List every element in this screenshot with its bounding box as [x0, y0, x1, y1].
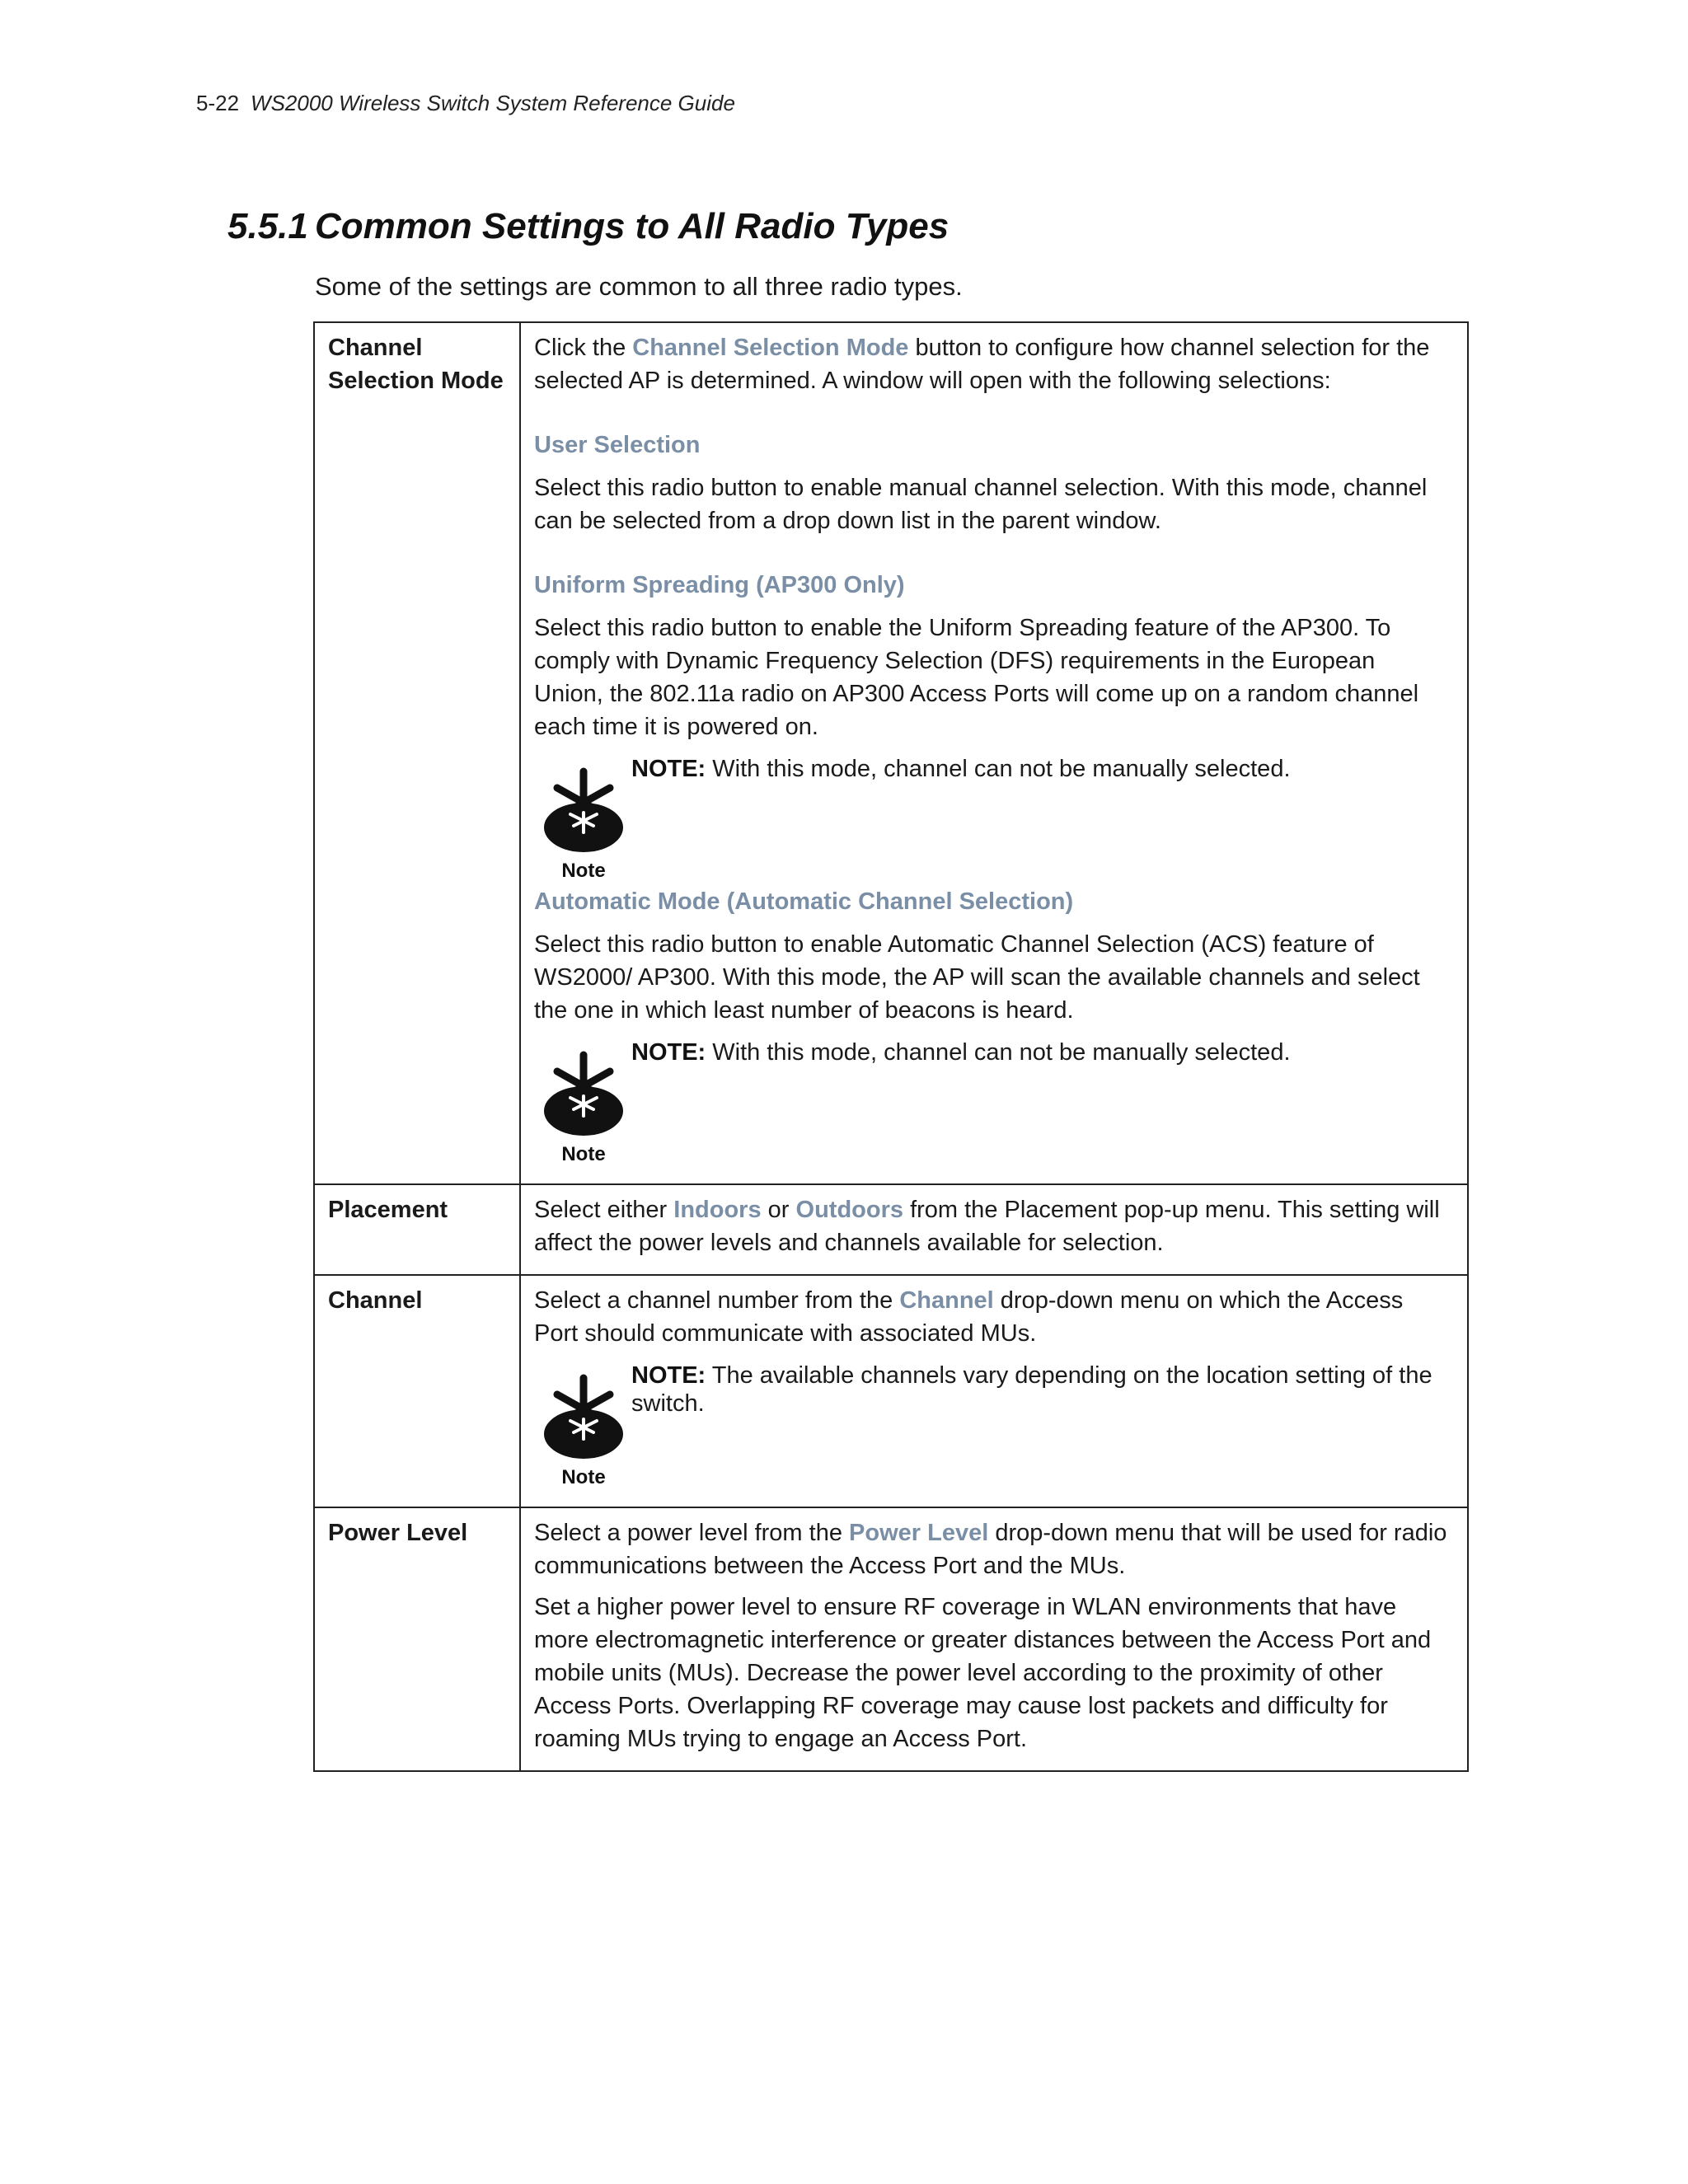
- uniform-spreading-text: Select this radio button to enable the Uniform Spreading feature of the AP300. To comply with Dynamic Frequency Selection (DFS) requirements in the European Union, the 802.11a radio on AP300 Access Ports will come up on a random channel each time it is powered on.: [534, 615, 1419, 740]
- note-body: With this mode, channel can not be manually selected.: [706, 756, 1291, 782]
- settings-table: [313, 321, 1469, 1772]
- subheading-automatic-mode: Automatic Mode (Automatic Channel Selection): [534, 888, 1074, 915]
- note-body: With this mode, channel can not be manually selected.: [706, 1039, 1291, 1066]
- page-number: 5-22: [196, 91, 240, 115]
- automatic-mode-text: Select this radio button to enable Automatic Channel Selection (ACS) feature of WS2000/ AP300. With this mode, the AP will scan the available channels and select the one in which least number of beacons is heard.: [534, 931, 1420, 1024]
- text-run: or: [761, 1197, 796, 1223]
- note-icon: [541, 1373, 626, 1488]
- user-selection-text: Select this radio button to enable manual channel selection. With this mode, channel can be selected from a drop down list in the parent window.: [534, 475, 1428, 534]
- subheading-uniform-spreading: Uniform Spreading (AP300 Only): [534, 572, 905, 598]
- section-title: Common Settings to All Radio Types: [315, 206, 950, 246]
- text-run: Select a channel number from the: [534, 1287, 900, 1314]
- section-number: 5.5.1: [227, 206, 308, 246]
- term-channel: Channel: [314, 1275, 520, 1507]
- table-row-channel-selection-mode: [314, 322, 1468, 1184]
- highlight-indoors: Indoors: [673, 1197, 762, 1223]
- section-heading: [227, 206, 949, 247]
- note-automatic-mode: [534, 1038, 1451, 1165]
- running-header: [196, 91, 735, 116]
- desc-channel: [520, 1275, 1468, 1507]
- text-run: Click the: [534, 335, 633, 361]
- text-run: from the Placement pop-up menu. This setting will affect the power levels and channels available for selection.: [534, 1197, 1440, 1256]
- highlight-channel-selection-mode: Channel Selection Mode: [632, 335, 909, 361]
- highlight-power-level: Power Level: [849, 1520, 989, 1546]
- power-level-text: [534, 1516, 1451, 1582]
- note-icon-label: Note: [561, 860, 606, 882]
- note-icon-label: Note: [561, 1466, 606, 1488]
- term-placement: Placement: [314, 1184, 520, 1275]
- channel-text: [534, 1284, 1451, 1350]
- highlight-outdoors: Outdoors: [795, 1197, 904, 1223]
- text-run: drop-down menu on which the Access Port should communicate with associated MUs.: [534, 1287, 1404, 1347]
- table-row-channel: [314, 1275, 1468, 1507]
- placement-text: [534, 1193, 1451, 1259]
- desc-placement: [520, 1184, 1468, 1275]
- note-label: NOTE:: [631, 1039, 706, 1066]
- note-label: NOTE:: [631, 1362, 706, 1389]
- term-power-level: Power Level: [314, 1507, 520, 1771]
- note-text: [631, 1038, 1451, 1066]
- note-text: [631, 755, 1451, 783]
- note-channel: [534, 1361, 1451, 1488]
- highlight-channel: Channel: [899, 1287, 994, 1314]
- section-intro: Some of the settings are common to all three radio types.: [315, 272, 963, 301]
- text-run: drop-down menu that will be used for radio communications between the Access Port and the MUs.: [534, 1520, 1447, 1579]
- note-label: NOTE:: [631, 756, 706, 782]
- note-icon: [541, 1050, 626, 1165]
- text-run: button to configure how channel selection for the selected AP is determined. A window will open with the following selections:: [534, 335, 1430, 394]
- text-run: Select either: [534, 1197, 674, 1223]
- note-body: The available channels vary depending on the location setting of the switch.: [631, 1362, 1432, 1417]
- note-icon: [541, 766, 626, 882]
- desc-channel-selection-mode: [520, 322, 1468, 1184]
- csm-intro: [534, 331, 1451, 397]
- subheading-user-selection: User Selection: [534, 432, 701, 458]
- note-text: [631, 1361, 1451, 1418]
- table-row-power-level: [314, 1507, 1468, 1771]
- note-icon-label: Note: [561, 1143, 606, 1165]
- term-channel-selection-mode: Channel Selection Mode: [314, 322, 520, 1184]
- table-row-placement: [314, 1184, 1468, 1275]
- note-uniform-spreading: [534, 755, 1451, 882]
- desc-power-level: [520, 1507, 1468, 1771]
- text-run: Select a power level from the: [534, 1520, 850, 1546]
- guide-title: WS2000 Wireless Switch System Reference Guide: [251, 91, 735, 115]
- power-level-text-2: Set a higher power level to ensure RF coverage in WLAN environments that have more electromagnetic interference or greater distances between the Access Port and mobile units (MUs). Decrease the power level according to the proximity of other Access Ports. Overlapping RF coverage may cause lost packets and difficulty for roaming MUs trying to engage an Access Port.: [534, 1594, 1432, 1752]
